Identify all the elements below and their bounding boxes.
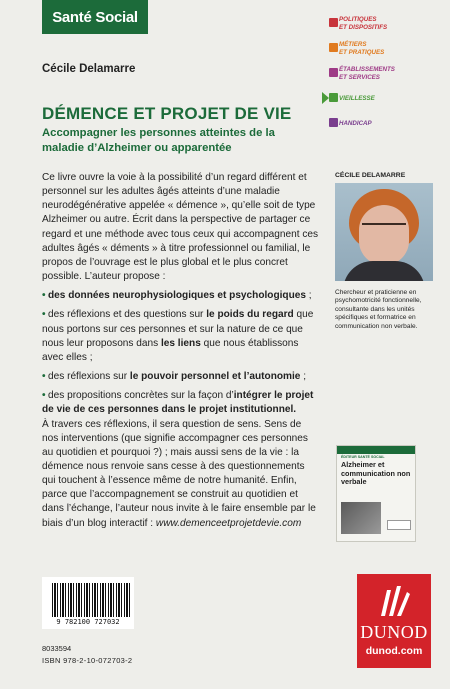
- collection-label: ET SERVICES: [339, 73, 380, 81]
- bullet-item: [42, 370, 320, 384]
- bullet-list: [42, 289, 320, 417]
- reference-number: 8033594: [42, 644, 72, 653]
- barcode-bars: [52, 583, 130, 617]
- active-arrow-icon: [322, 92, 329, 104]
- brand-banner: Santé Social: [42, 0, 148, 34]
- closing-paragraph: [42, 418, 320, 531]
- collection-label: HANDICAP: [339, 119, 372, 127]
- bullet-icon: •: [42, 309, 46, 321]
- collection-item-vieillesse: [325, 89, 450, 108]
- book-subtitle: Accompagner les personnes atteintes de la maladie d’Alzheimer ou apparentée: [42, 127, 275, 154]
- collection-color-square: [329, 118, 338, 127]
- collection-color-square: [329, 68, 338, 77]
- collection-label: MÉTIERS: [339, 41, 367, 48]
- bullet-text: des propositions concrètes sur la façon d’: [48, 390, 234, 402]
- bullet-icon: •: [42, 390, 46, 402]
- related-book-image: [341, 502, 381, 534]
- publisher-logo: [357, 574, 431, 668]
- related-book-thumbnail: [336, 445, 416, 542]
- author-bio: Chercheur et praticienne en psychomotricité fonctionnelle, consultante dans les unités spécifiques et formatrice en communication non verbale.: [335, 289, 422, 330]
- blog-url: www.demenceetprojetdevie.com: [155, 517, 302, 529]
- bullet-bold-text: les liens: [160, 337, 201, 349]
- related-book-logo: [387, 520, 411, 530]
- collection-label: ET DISPOSITIFS: [339, 23, 388, 31]
- author-box: [335, 172, 445, 331]
- bullet-icon: •: [42, 371, 46, 383]
- related-book-collection: ÉDITEUR SANTÉ SOCIAL: [341, 455, 385, 459]
- publisher-emblem-icon: [357, 574, 431, 620]
- bullet-bold-text: le pouvoir personnel et l’autonomie: [129, 371, 301, 383]
- intro-paragraph: Ce livre ouvre la voie à la possibilité d’un regard différent et personnel sur les adultes âgés atteints d’une maladie neurodégénérative appelée « démence », qu’elle soit de type Alzheimer ou autre. Écrit dans la perspective de partager ce regard et une méthode avec tous ceux qui accompagnent ces adultes âgés « déments » à titre professionnel ou familial, le propos de l’ouvrage est le plus global et le plus concret possible. L’auteur propose :: [42, 172, 319, 283]
- collection-item-handicap: [325, 114, 450, 133]
- book-title: DÉMENCE ET PROJET DE VIE: [42, 104, 292, 123]
- collection-label: ET PRATIQUES: [339, 48, 385, 56]
- collection-item-etablissements: [325, 64, 450, 83]
- collection-color-square: [329, 43, 338, 52]
- author-name: Cécile Delamarre: [42, 63, 136, 75]
- bullet-text: des réflexions sur: [48, 371, 130, 383]
- collection-item-metiers: [325, 39, 450, 58]
- bullet-item: [42, 308, 320, 365]
- bullet-bold-text: des données neurophysiologiques et psychologiques: [48, 290, 306, 302]
- bullet-bold-text: intégrer le projet de vie de ces personnes dans le projet institutionnel.: [42, 390, 314, 416]
- bullet-item: [42, 389, 320, 417]
- bullet-text: ;: [306, 290, 312, 302]
- barcode: [42, 577, 134, 629]
- barcode-digits: 9 782100 727032: [56, 618, 120, 626]
- publisher-name: DUNOD: [360, 622, 428, 642]
- collection-list: [325, 14, 450, 139]
- bullet-text: que nous portons sur ces personnes et sur la nature de ce que nous leur proposons dans: [42, 309, 314, 349]
- blurb: [42, 171, 320, 531]
- bullet-icon: •: [42, 290, 46, 302]
- collection-label: POLITIQUES: [339, 16, 377, 23]
- bullet-text: que nous établissons avec elles ;: [42, 337, 299, 363]
- collection-label: VIEILLESSE: [339, 94, 375, 102]
- bullet-text: des réflexions et des questions sur: [48, 309, 207, 321]
- isbn: ISBN 978-2-10-072703-2: [42, 656, 133, 665]
- collection-color-square: [329, 18, 338, 27]
- bullet-text: ;: [300, 371, 307, 383]
- collection-label: ÉTABLISSEMENTS: [339, 66, 395, 73]
- author-photo: [335, 183, 433, 281]
- collection-color-square: [329, 93, 338, 102]
- related-book-title: Alzheimer et communication non verbale: [341, 460, 411, 487]
- bullet-bold-text: le poids du regard: [206, 309, 294, 321]
- closing-text: À travers ces réflexions, il sera question de sens. Sens de nos interventions (que signifie accompagner ces personnes au quotidien et pourquoi ?) ; mais aussi sens de la vie : la démence nous renvoie sans cesse à des questionnements qui touchent à l’essence même de notre humanité. Enfin, parce que l’accompagnement se construit au quotidien et dans l’échange, l’auteur nous invite à le faire ensemble par le biais d’un blog interactif :: [42, 418, 316, 529]
- collection-item-politiques: [325, 14, 450, 33]
- bullet-item: [42, 289, 320, 303]
- publisher-url: dunod.com: [365, 645, 423, 657]
- author-box-name: CÉCILE DELAMARRE: [335, 172, 406, 179]
